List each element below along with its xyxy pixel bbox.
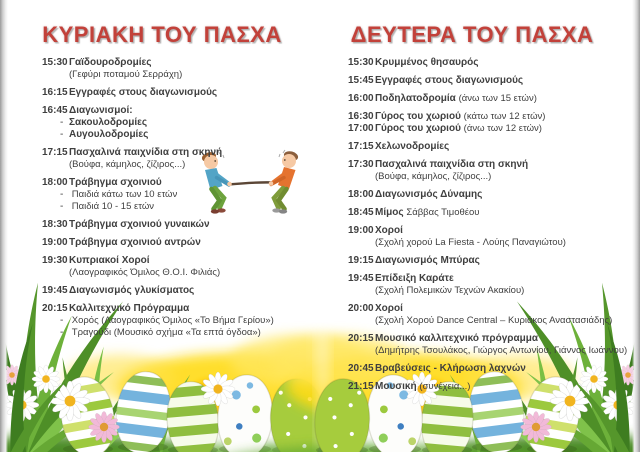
event-time: 16:15 bbox=[42, 87, 68, 98]
event-detail: Χορός (Λαογραφικός Όμιλος «Το Βήμα Γερίου») bbox=[71, 315, 274, 326]
event-detail: Τραγούδι (Μουσικό σχήμα «Τα επτά όγδοα») bbox=[71, 327, 261, 338]
event-title: Κρυμμένος θησαυρός bbox=[375, 57, 479, 68]
schedule-line bbox=[348, 363, 636, 375]
event-title: Χοροί bbox=[375, 225, 403, 236]
event-time: 19:15 bbox=[348, 255, 374, 266]
event-title: Καλλιτεχνικό Πρόγραμμα bbox=[69, 303, 190, 314]
event-time: 19:30 bbox=[42, 255, 68, 266]
schedule-line bbox=[348, 57, 636, 69]
schedule-line bbox=[348, 303, 636, 315]
event-title: Κυπριακοί Χοροί bbox=[69, 255, 150, 266]
event-detail: (άνω των 15 ετών) bbox=[458, 93, 537, 104]
event-detail: (άνω των 12 ετών) bbox=[463, 123, 542, 134]
schedule-line bbox=[348, 273, 636, 285]
schedule-column-monday bbox=[348, 57, 636, 393]
event-title: Διαγωνισμοί: bbox=[69, 105, 133, 116]
schedule-line bbox=[348, 141, 636, 153]
event-title: Εγγραφές στους διαγωνισμούς bbox=[69, 87, 218, 98]
event-time: 17:30 bbox=[348, 159, 374, 170]
schedule-line bbox=[42, 201, 318, 213]
event-time: 16:45 bbox=[42, 105, 68, 116]
page-edge-left bbox=[0, 0, 8, 452]
event-time: 15:45 bbox=[348, 75, 374, 86]
event-detail: (Δημήτρης Τσουλάκος, Γιώργος Αντωνίου, Γιάννος Ιωάννου) bbox=[375, 345, 628, 356]
event-title: Μουσικό καλλιτεχνικό πρόγραμμα bbox=[375, 333, 538, 344]
event-title: Μουσική bbox=[375, 381, 417, 392]
event-time: 20:00 bbox=[348, 303, 374, 314]
event-detail: (Βούφα, κάμηλος, ζίζιρος...) bbox=[375, 171, 492, 182]
event-time: 20:15 bbox=[348, 333, 374, 344]
bullet-dash: - bbox=[60, 201, 64, 212]
schedule-line bbox=[348, 237, 636, 249]
schedule-line bbox=[348, 207, 636, 219]
schedule-line bbox=[42, 117, 318, 129]
schedule-line bbox=[348, 159, 636, 171]
event-time: 18:00 bbox=[42, 177, 68, 188]
page-edge-right bbox=[632, 0, 640, 452]
schedule-line bbox=[42, 105, 318, 117]
event-time: 15:30 bbox=[42, 57, 68, 68]
event-time: 19:45 bbox=[42, 285, 68, 296]
event-time: 17:15 bbox=[348, 141, 374, 152]
event-title: Ποδηλατοδρομία bbox=[375, 93, 456, 104]
schedule-line bbox=[42, 327, 318, 339]
schedule-line bbox=[42, 69, 318, 81]
schedule-line bbox=[348, 255, 636, 267]
event-time: 15:30 bbox=[348, 57, 374, 68]
schedule-line bbox=[42, 267, 318, 279]
schedule-line bbox=[42, 219, 318, 231]
event-title: Χοροί bbox=[375, 303, 403, 314]
bullet-dash: - bbox=[60, 129, 64, 140]
event-title: Χελωνοδρομίες bbox=[375, 141, 450, 152]
schedule-line bbox=[42, 87, 318, 99]
event-title: Πασχαλινά παιχνίδια στη σκηνή bbox=[375, 159, 529, 170]
schedule-line bbox=[42, 159, 318, 171]
bullet-dash: - bbox=[60, 117, 64, 128]
sunday-column-title: ΚΥΡΙΑΚΗ ΤΟΥ ΠΑΣΧΑ bbox=[42, 22, 282, 47]
schedule-line bbox=[42, 129, 318, 141]
event-title: Γύρος του χωριού bbox=[375, 123, 461, 134]
schedule-line bbox=[42, 237, 318, 249]
event-time: 20:15 bbox=[42, 303, 68, 314]
event-detail: (Σχολή Χορού Dance Central – Κυριάκος Αναστασιάδης) bbox=[375, 315, 613, 326]
schedule-line bbox=[348, 111, 636, 123]
event-title: Διαγωνισμός Μπύρας bbox=[375, 255, 480, 266]
event-title: Τράβηγμα σχοινιού γυναικών bbox=[69, 219, 210, 230]
event-title: Βραβεύσεις - Κλήρωση λαχνών bbox=[375, 363, 526, 374]
schedule-line bbox=[348, 93, 636, 105]
bullet-dash: - bbox=[60, 315, 64, 326]
event-detail: (Βούφα, κάμηλος, ζίζιρος...) bbox=[69, 159, 186, 170]
event-time: 19:45 bbox=[348, 273, 374, 284]
schedule-line bbox=[42, 147, 318, 159]
event-title: Μίμος bbox=[375, 207, 404, 218]
event-time: 21:15 bbox=[348, 381, 374, 392]
event-time: 18:30 bbox=[42, 219, 68, 230]
event-time: 19:00 bbox=[348, 225, 374, 236]
event-detail: (συνέχεια...) bbox=[419, 381, 471, 392]
event-title: Αυγουλοδρομίες bbox=[69, 129, 149, 140]
schedule-line bbox=[42, 177, 318, 189]
event-title: Γαϊδουροδρομίες bbox=[69, 57, 152, 68]
schedule-line bbox=[42, 315, 318, 327]
event-title: Διαγωνισμός Δύναμης bbox=[375, 189, 483, 200]
event-title: Γύρος του χωριού bbox=[375, 111, 461, 122]
event-title: Διαγωνισμός γλυκίσματος bbox=[69, 285, 195, 296]
event-title: Τράβηγμα σχοινιού αντρών bbox=[69, 237, 201, 248]
event-detail: (Γεφύρι ποταμού Σερράχη) bbox=[69, 69, 183, 80]
schedule-line bbox=[348, 315, 636, 327]
event-detail: (Σχολή χορού La Fiesta - Λούης Παναγιώτου) bbox=[375, 237, 566, 248]
event-detail: Παιδιά κάτω των 10 ετών bbox=[71, 189, 178, 200]
event-time: 16:00 bbox=[348, 93, 374, 104]
event-title: Τράβηγμα σχοινιού bbox=[69, 177, 162, 188]
bullet-dash: - bbox=[60, 189, 64, 200]
schedule-line bbox=[348, 189, 636, 201]
schedule-line bbox=[348, 75, 636, 87]
event-time: 18:00 bbox=[348, 189, 374, 200]
schedule-line bbox=[348, 345, 636, 357]
event-title: Εγγραφές στους διαγωνισμούς bbox=[375, 75, 524, 86]
schedule-column-sunday bbox=[42, 57, 318, 339]
event-time: 18:45 bbox=[348, 207, 374, 218]
event-detail: (κάτω των 12 ετών) bbox=[463, 111, 546, 122]
event-time: 16:30 bbox=[348, 111, 374, 122]
event-title: Πασχαλινά παιχνίδια στη σκηνή bbox=[69, 147, 223, 158]
schedule-line bbox=[42, 57, 318, 69]
schedule-line bbox=[42, 255, 318, 267]
schedule-line bbox=[348, 225, 636, 237]
event-detail: (Σχολή Πολεμικών Τεχνών Ακακίου) bbox=[375, 285, 525, 296]
event-time: 19:00 bbox=[42, 237, 68, 248]
schedule-line bbox=[42, 189, 318, 201]
event-time: 20:45 bbox=[348, 363, 374, 374]
schedule-line bbox=[348, 285, 636, 297]
event-title: Επίδειξη Καράτε bbox=[375, 273, 454, 284]
event-time: 17:15 bbox=[42, 147, 68, 158]
event-time: 17:00 bbox=[348, 123, 374, 134]
schedule-line bbox=[348, 381, 636, 393]
event-title: Σακουλοδρομίες bbox=[69, 117, 148, 128]
event-detail: (Λαογραφικός Όμιλος Θ.Ο.Ι. Φιλιάς) bbox=[69, 267, 221, 278]
bullet-dash: - bbox=[60, 327, 64, 338]
schedule-line bbox=[42, 303, 318, 315]
event-detail: Παιδιά 10 - 15 ετών bbox=[71, 201, 155, 212]
schedule-line bbox=[348, 171, 636, 183]
schedule-line bbox=[348, 333, 636, 345]
schedule-line bbox=[348, 123, 636, 135]
event-detail: Σάββας Τιμοθέου bbox=[406, 207, 480, 218]
schedule-line bbox=[42, 285, 318, 297]
monday-column-title: ΔΕΥΤΕΡΑ ΤΟΥ ΠΑΣΧΑ bbox=[350, 22, 594, 47]
